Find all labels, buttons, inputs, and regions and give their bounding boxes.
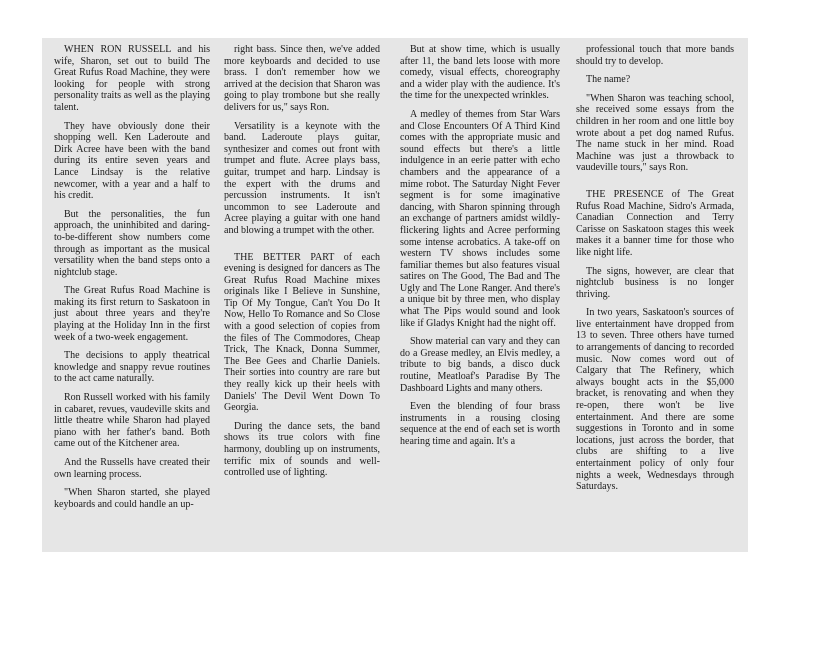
article-column-1	[54, 44, 210, 517]
paragraph: Ron Russell worked with his family in cabaret, revues, vaudeville skits and little theatre while Sharon had played piano with her father's band. Both came out of the Kitchener area.	[54, 392, 210, 450]
section-lead-paragraph: THE BETTER PART of each evening is designed for dancers as The Great Rufus Road Machine mixes originals like I Believe in Sunshine, Tip Of My Tongue, Can't You Do It Now, Hello To Romance and So Close with a good selection of copies from the files of The Commodores, Cheap Trick, The Knack, Donna Summer, The Bee Gees and Charlie Daniels. Their sorties into country are rare but they really kick up their heels with Daniels' The Devil Went Down To Georgia.	[224, 251, 380, 414]
paragraph: And the Russells have created their own learning process.	[54, 457, 210, 480]
paragraph: right bass. Since then, we've added more keyboards and decided to use brass. I don't remember how we arrived at the decision that Sharon was going to play trombone but she really delivers for us," says Ron.	[224, 44, 380, 113]
article-column-2	[224, 44, 380, 486]
paragraph: During the dance sets, the band shows its true colors with fine harmony, doubling up on instruments, terrific mix of sounds and well-controlled use of lighting.	[224, 420, 380, 479]
paragraph: A medley of themes from Star Wars and Close Encounters Of A Third Kind comes with the appropriate music and sound effects but there's a little indulgence in an eerie patter with echo chambers and the appearance of a mime robot. The Saturday Night Fever segment is for some imaginative dancing, with Sharon spinning through an exchange of partners amidst wildly-flickering lights and Acree performing some intense acrobatics. A take-off on western TV shows includes some familiar themes but also features visual satires on The Good, The Bad and The Ugly and The Lone Ranger. And there's a unique bit by three men, who display what The Pips would sound and look like if Gladys Knight had the night off.	[400, 108, 560, 329]
paragraph: In two years, Saskatoon's sources of live entertainment have dropped from 13 to seven. Three others have turned to arrangements of dancing to recorded music. Now comes word out of Calgary that The Refinery, which always bought acts in the $5,000 bracket, is renovating and when they re-open, there won't be live entertainment. And there are some suggestions in Toronto and in some locations, just across the border, that clubs are shifting to a live entertainment policy of only four nights a week, Wednesdays through Saturdays.	[576, 307, 734, 493]
article-column-3	[400, 44, 560, 455]
paragraph: "When Sharon started, she played keyboards and could handle an up-	[54, 487, 210, 510]
paragraph: They have obviously done their shopping well. Ken Laderoute and Dirk Acree have been with the band during its entire seven years and Lance Lindsay is the relative newcomer, with a year and a half to his credit.	[54, 120, 210, 202]
paragraph: "When Sharon was teaching school, she received some essays from the children in her room and one little boy wrote about a pet dog named Rufus. The name stuck in her mind. Road Machine was just a throwback to vaudeville tours," says Ron.	[576, 92, 734, 174]
paragraph: The signs, however, are clear that nightclub business is no longer thriving.	[576, 265, 734, 300]
paragraph: The name?	[586, 74, 631, 86]
paragraph: But at show time, which is usually after 11, the band lets loose with more comedy, visual effects, choreography and a wider play with the audience. It's the time for the unexpected wrinkles.	[400, 44, 560, 102]
paragraph: Even the blending of four brass instruments in a rousing closing sequence at the end of each set is worth hearing time and again. It's a	[400, 401, 560, 447]
paragraph: WHEN RON RUSSELL and his wife, Sharon, set out to build The Great Rufus Road Machine, they were looking for people with strong personality traits as well as the playing talent.	[54, 44, 210, 113]
paragraph: professional touch that more bands should try to develop.	[576, 44, 734, 67]
paragraph: But the personalities, the fun approach, the uninhibited and daring-to-be-different show numbers come through as important as the musical versatility when the band steps onto a nightclub stage.	[54, 208, 210, 278]
paragraph: Versatility is a keynote with the band. Laderoute plays guitar, synthesizer and comes out front with trumpet and flute. Acree plays bass, guitar, trumpet and harp. Lindsay is the expert with the drums and percussion instruments. It isn't uncommon to see Laderoute and Acree playing a guitar with one hand and blowing a trumpet with the other.	[224, 120, 380, 236]
article-column-4	[576, 44, 734, 500]
section-lead-paragraph: THE PRESENCE of The Great Rufus Road Machine, Sidro's Armada, Canadian Connection and Terry Carisse on Saskatoon stages this week makes it a banner time for those who like night life.	[576, 188, 734, 258]
paragraph: Show material can vary and they can do a Grease medley, an Elvis medley, a tribute to big bands, a disco duck routine, Meatloaf's Paradise By The Dashboard Lights and many others.	[400, 336, 560, 394]
paragraph: The decisions to apply theatrical knowledge and snappy revue routines to the act came naturally.	[54, 350, 210, 385]
paragraph: The Great Rufus Road Machine is making its first return to Saskatoon in just about three years and they're playing at the Holiday Inn in the first week of a two-week engagement.	[54, 285, 210, 343]
